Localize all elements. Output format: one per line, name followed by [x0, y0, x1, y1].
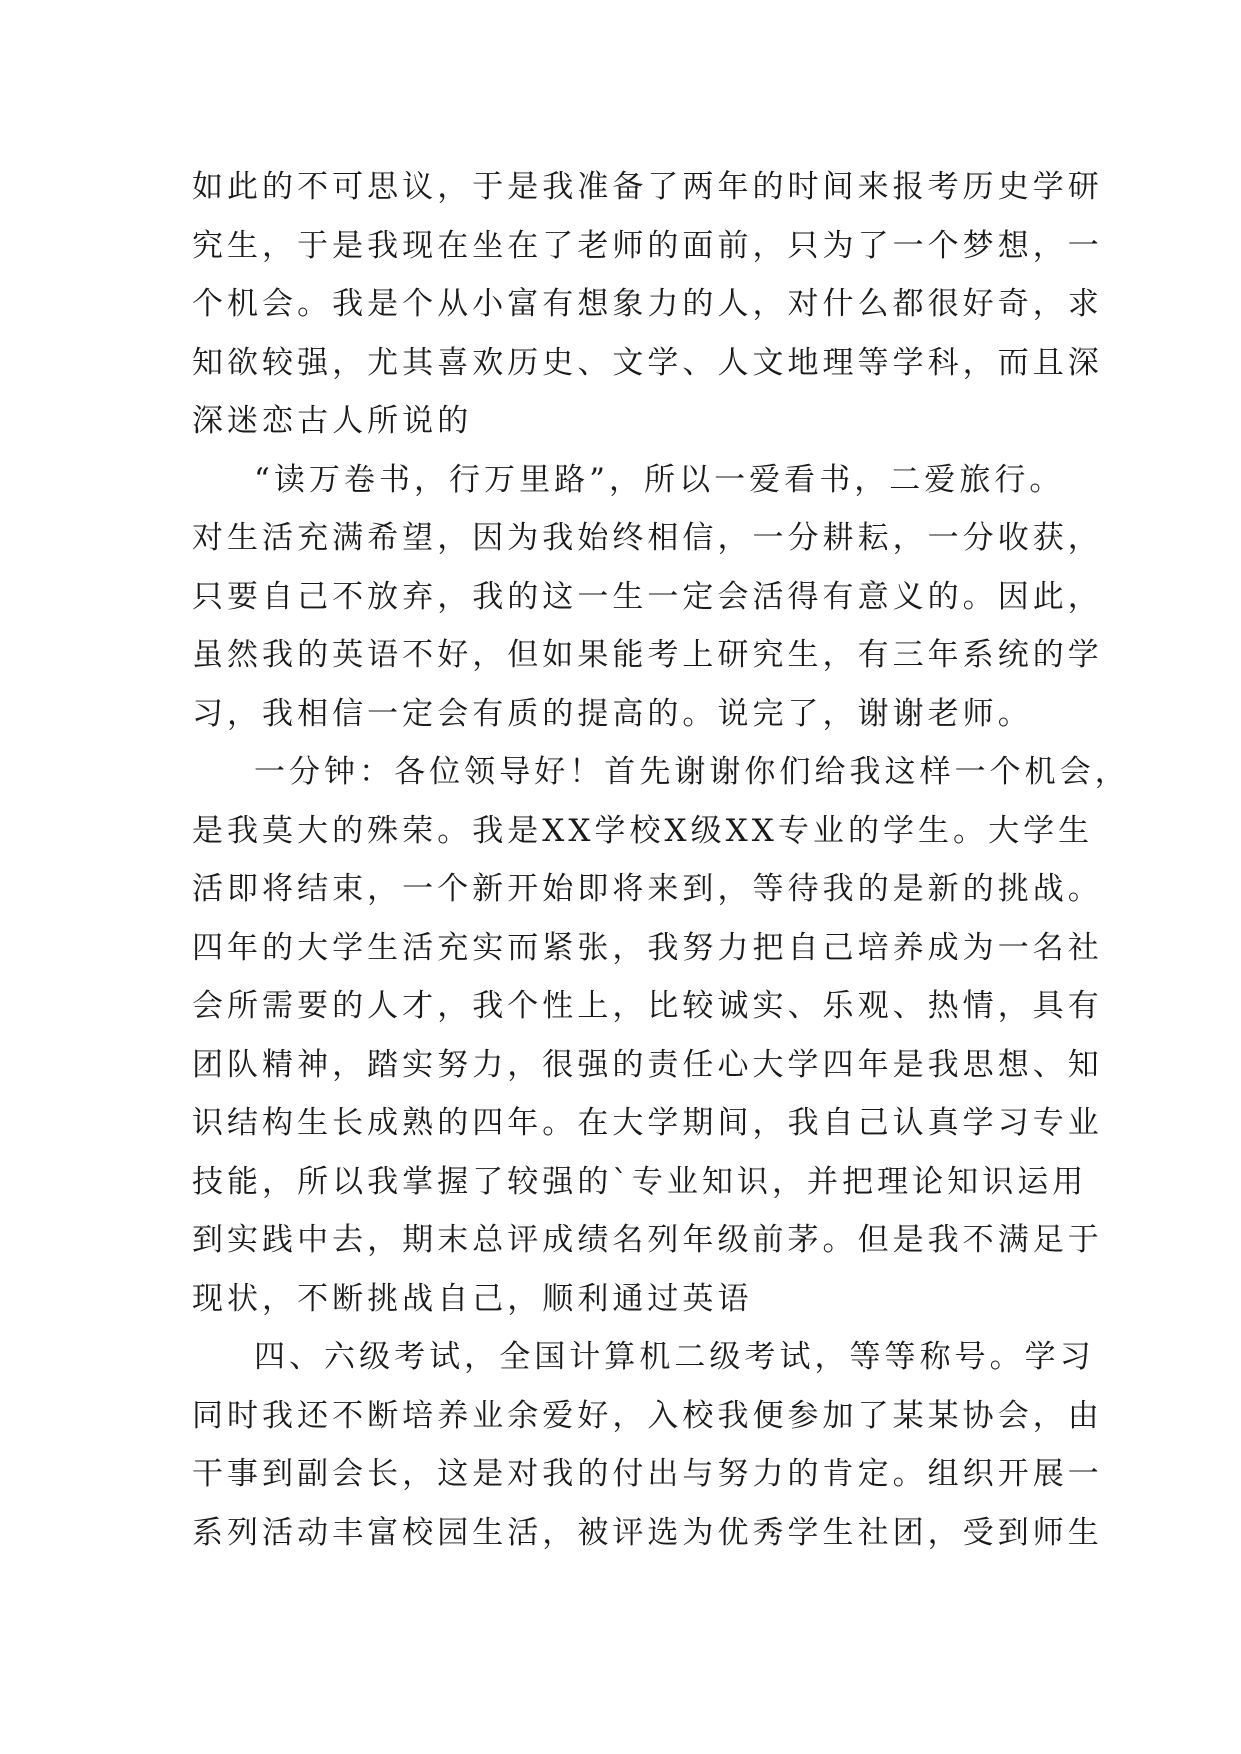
text-line: 到实践中去，期末总评成绩名列年级前茅。但是我不满足于 — [192, 1222, 1103, 1258]
body-text — [192, 158, 1130, 1562]
text-line: 虽然我的英语不好，但如果能考上研究生，有三年系统的学 — [192, 637, 1103, 673]
text-line: “读万卷书，行万里路”，所以一爱看书，二爱旅行。 — [254, 461, 1065, 498]
text-line: 是我莫大的殊荣。我是XX学校X级XX专业的学生。大学生 — [192, 812, 1094, 849]
text-line: 干事到副会长，这是对我的付出与努力的肯定。组织开展一 — [192, 1456, 1103, 1492]
text-line: 只要自己不放弃，我的这一生一定会活得有意义的。因此， — [192, 578, 1103, 615]
text-line: 深迷恋古人所说的 — [192, 403, 473, 439]
text-line: 如此的不可思议，于是我准备了两年的时间来报考历史学研 — [192, 169, 1103, 205]
text-line: 四、六级考试，全国计算机二级考试，等等称号。学习 — [254, 1339, 1095, 1375]
text-line: 系列活动丰富校园生活，被评选为优秀学生社团，受到师生 — [192, 1514, 1103, 1551]
text-line: 一分钟：各位领导好！首先谢谢你们给我这样一个机会， — [254, 754, 1130, 790]
text-line: 对生活充满希望，因为我始终相信，一分耕耘，一分收获， — [192, 520, 1103, 556]
text-line: 现状，不断挑战自己，顺利通过英语 — [192, 1280, 753, 1317]
text-line: 技能，所以我掌握了较强的`专业知识，并把理论知识运用 — [192, 1163, 1088, 1200]
text-line: 识结构生长成熟的四年。在大学期间，我自己认真学习专业 — [192, 1105, 1103, 1141]
text-line: 四年的大学生活充实而紧张，我努力把自己培养成为一名社 — [192, 929, 1103, 966]
text-line: 会所需要的人才，我个性上，比较诚实、乐观、热情，具有 — [192, 988, 1103, 1024]
text-line: 究生，于是我现在坐在了老师的面前，只为了一个梦想，一 — [192, 227, 1103, 264]
text-line: 同时我还不断培养业余爱好，入校我便参加了某某协会，由 — [192, 1397, 1103, 1434]
text-line: 知欲较强，尤其喜欢历史、文学、人文地理等学科，而且深 — [192, 344, 1103, 381]
text-line: 习，我相信一定会有质的提高的。说完了，谢谢老师。 — [192, 695, 1033, 732]
text-line: 个机会。我是个从小富有想象力的人，对什么都很好奇，求 — [192, 286, 1103, 322]
text-line: 活即将结束，一个新开始即将来到，等待我的是新的挑战。 — [192, 871, 1103, 907]
text-line: 团队精神，踏实努力，很强的责任心大学四年是我思想、知 — [192, 1046, 1103, 1083]
